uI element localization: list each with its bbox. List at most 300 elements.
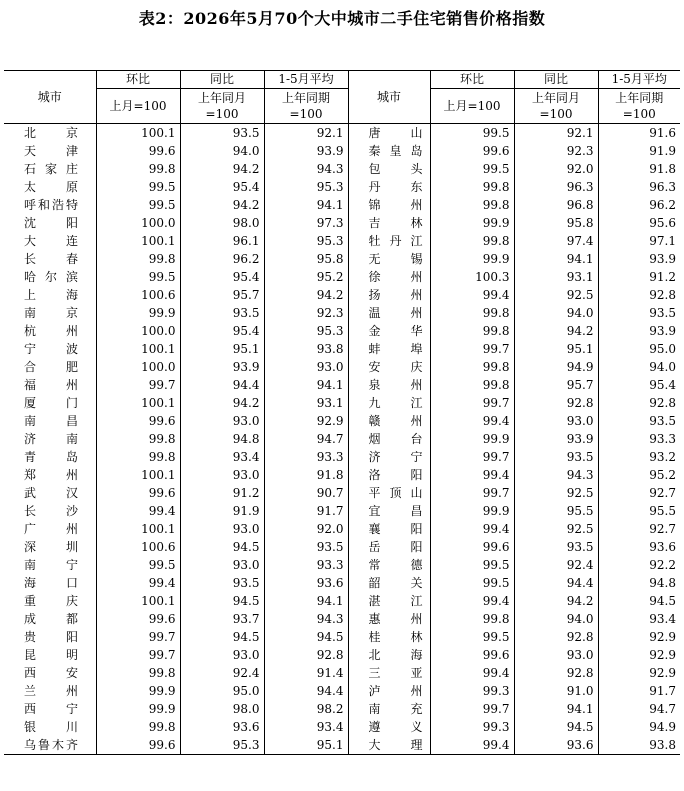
avg-cell: 94.5 [649, 594, 676, 608]
yoy-cell: 95.5 [514, 502, 598, 520]
yoy-cell: 94.1 [514, 700, 598, 718]
mom-cell: 99.6 [430, 646, 514, 664]
city-cell: 武 汉 [4, 484, 96, 502]
yoy-cell: 92.4 [514, 556, 598, 574]
table-row [4, 520, 680, 538]
avg-cell: 95.4 [649, 378, 676, 392]
table-row [4, 358, 680, 376]
price-index-table [4, 70, 680, 755]
table-row [4, 340, 680, 358]
yoy-cell: 94.5 [180, 628, 264, 646]
table-row [4, 718, 680, 736]
mom-cell: 99.6 [96, 142, 180, 160]
table-row [4, 700, 680, 718]
avg-cell: 92.3 [264, 304, 348, 322]
table-row [4, 484, 680, 502]
mom-cell: 99.5 [96, 196, 180, 214]
yoy-cell: 93.0 [514, 646, 598, 664]
yoy-cell: 93.5 [180, 574, 264, 592]
avg-cell: 90.7 [264, 484, 348, 502]
city-cell: 常 德 [348, 556, 430, 574]
table-row [4, 124, 680, 143]
mom-cell: 100.0 [96, 322, 180, 340]
avg-cell: 95.3 [264, 232, 348, 250]
yoy-cell: 94.0 [514, 610, 598, 628]
mom-cell: 99.7 [96, 628, 180, 646]
avg-cell: 94.5 [264, 628, 348, 646]
mom-cell: 99.7 [96, 376, 180, 394]
mom-cell: 99.9 [96, 304, 180, 322]
yoy-cell: 93.0 [180, 646, 264, 664]
table-row [4, 736, 680, 755]
yoy-cell: 92.1 [514, 124, 598, 143]
table-row [4, 214, 680, 232]
yoy-cell: 95.8 [514, 214, 598, 232]
yoy-cell: 94.5 [180, 592, 264, 610]
avg-cell: 92.8 [649, 396, 676, 410]
header-yoy-base-left: 上年同月 =100 [180, 89, 264, 124]
avg-cell: 94.1 [264, 376, 348, 394]
city-cell: 乌 鲁 木 齐 [4, 736, 96, 755]
avg-cell: 91.2 [649, 270, 676, 284]
avg-cell: 95.6 [649, 216, 676, 230]
avg-cell: 92.2 [649, 558, 676, 572]
yoy-cell: 95.7 [180, 286, 264, 304]
yoy-cell: 96.8 [514, 196, 598, 214]
yoy-cell: 94.5 [180, 538, 264, 556]
avg-cell: 93.6 [264, 574, 348, 592]
yoy-cell: 94.1 [514, 250, 598, 268]
mom-cell: 100.3 [430, 268, 514, 286]
header-avg-base-right: 上年同期 =100 [598, 89, 680, 124]
city-cell: 秦 皇 岛 [348, 142, 430, 160]
city-cell: 赣 州 [348, 412, 430, 430]
mom-cell: 99.4 [430, 736, 514, 755]
yoy-cell: 94.0 [514, 304, 598, 322]
avg-cell: 92.9 [649, 666, 676, 680]
city-cell: 九 江 [348, 394, 430, 412]
mom-cell: 99.3 [430, 718, 514, 736]
city-cell: 包 头 [348, 160, 430, 178]
city-cell: 南 宁 [4, 556, 96, 574]
avg-cell: 94.7 [264, 430, 348, 448]
yoy-cell: 92.5 [514, 286, 598, 304]
mom-cell: 100.1 [96, 232, 180, 250]
avg-cell: 93.4 [649, 612, 676, 626]
mom-cell: 99.4 [96, 574, 180, 592]
avg-cell: 93.6 [649, 540, 676, 554]
city-cell: 兰 州 [4, 682, 96, 700]
table-row [4, 556, 680, 574]
yoy-cell: 94.2 [180, 394, 264, 412]
city-cell: 贵 阳 [4, 628, 96, 646]
city-cell: 泸 州 [348, 682, 430, 700]
city-cell: 重 庆 [4, 592, 96, 610]
mom-cell: 99.4 [96, 502, 180, 520]
city-cell: 惠 州 [348, 610, 430, 628]
table-row [4, 628, 680, 646]
city-cell: 沈 阳 [4, 214, 96, 232]
city-cell: 福 州 [4, 376, 96, 394]
avg-cell: 94.8 [649, 576, 676, 590]
header-row-1 [4, 71, 680, 89]
mom-cell: 99.9 [430, 250, 514, 268]
city-cell: 锦 州 [348, 196, 430, 214]
mom-cell: 99.6 [96, 610, 180, 628]
city-cell: 青 岛 [4, 448, 96, 466]
avg-cell: 93.1 [264, 394, 348, 412]
city-cell: 南 昌 [4, 412, 96, 430]
city-cell: 长 春 [4, 250, 96, 268]
mom-cell: 99.6 [96, 484, 180, 502]
city-cell: 西 安 [4, 664, 96, 682]
mom-cell: 100.0 [96, 358, 180, 376]
mom-cell: 99.7 [430, 484, 514, 502]
city-cell: 韶 关 [348, 574, 430, 592]
city-cell: 襄 阳 [348, 520, 430, 538]
yoy-cell: 92.0 [514, 160, 598, 178]
mom-cell: 99.9 [430, 502, 514, 520]
mom-cell: 99.8 [430, 178, 514, 196]
city-cell: 扬 州 [348, 286, 430, 304]
city-cell: 南 充 [348, 700, 430, 718]
yoy-cell: 95.7 [514, 376, 598, 394]
avg-cell: 92.9 [649, 630, 676, 644]
table-body [4, 124, 680, 755]
yoy-cell: 92.5 [514, 520, 598, 538]
mom-cell: 99.8 [96, 160, 180, 178]
mom-cell: 99.5 [430, 556, 514, 574]
yoy-cell: 95.4 [180, 268, 264, 286]
city-cell: 大 理 [348, 736, 430, 755]
city-cell: 深 圳 [4, 538, 96, 556]
table-row [4, 574, 680, 592]
yoy-cell: 93.6 [180, 718, 264, 736]
mom-cell: 99.5 [430, 628, 514, 646]
header-yoy-left: 同比 [180, 71, 264, 89]
avg-cell: 91.8 [649, 162, 676, 176]
table-title: 表2：2026年5月70个大中城市二手住宅销售价格指数 [138, 9, 546, 28]
mom-cell: 99.5 [96, 556, 180, 574]
city-cell: 大 连 [4, 232, 96, 250]
mom-cell: 99.8 [96, 430, 180, 448]
avg-cell: 94.1 [264, 592, 348, 610]
mom-cell: 99.8 [96, 664, 180, 682]
city-cell: 烟 台 [348, 430, 430, 448]
mom-cell: 99.8 [430, 610, 514, 628]
yoy-cell: 92.3 [514, 142, 598, 160]
avg-cell: 93.8 [264, 340, 348, 358]
avg-cell: 93.0 [264, 358, 348, 376]
yoy-cell: 93.0 [180, 412, 264, 430]
yoy-cell: 97.4 [514, 232, 598, 250]
yoy-cell: 94.2 [180, 160, 264, 178]
table-row [4, 466, 680, 484]
table-row [4, 250, 680, 268]
mom-cell: 99.3 [430, 682, 514, 700]
mom-cell: 99.8 [430, 304, 514, 322]
mom-cell: 99.8 [430, 358, 514, 376]
mom-cell: 99.8 [430, 376, 514, 394]
mom-cell: 100.1 [96, 466, 180, 484]
city-cell: 西 宁 [4, 700, 96, 718]
mom-cell: 100.1 [96, 520, 180, 538]
yoy-cell: 92.8 [514, 394, 598, 412]
avg-cell: 95.0 [649, 342, 676, 356]
avg-cell: 94.0 [649, 360, 676, 374]
avg-cell: 97.1 [649, 234, 676, 248]
city-cell: 牡 丹 江 [348, 232, 430, 250]
yoy-cell: 95.3 [180, 736, 264, 755]
city-cell: 金 华 [348, 322, 430, 340]
yoy-cell: 93.1 [514, 268, 598, 286]
mom-cell: 99.5 [96, 178, 180, 196]
table-row [4, 142, 680, 160]
city-cell: 石 家 庄 [4, 160, 96, 178]
mom-cell: 99.7 [96, 646, 180, 664]
mom-cell: 99.4 [430, 286, 514, 304]
yoy-cell: 93.0 [514, 412, 598, 430]
header-mom-base-right: 上月=100 [430, 89, 514, 124]
yoy-cell: 98.0 [180, 700, 264, 718]
yoy-cell: 91.9 [180, 502, 264, 520]
mom-cell: 100.6 [96, 286, 180, 304]
mom-cell: 99.7 [430, 700, 514, 718]
table-row [4, 160, 680, 178]
table-row [4, 412, 680, 430]
header-yoy-right: 同比 [514, 71, 598, 89]
header-avg-left: 1-5月平均 [264, 71, 348, 89]
mom-cell: 100.1 [96, 340, 180, 358]
mom-cell: 99.8 [430, 322, 514, 340]
city-cell: 三 亚 [348, 664, 430, 682]
avg-cell: 93.3 [649, 432, 676, 446]
yoy-cell: 91.0 [514, 682, 598, 700]
city-cell: 桂 林 [348, 628, 430, 646]
avg-cell: 94.2 [264, 286, 348, 304]
city-cell: 上 海 [4, 286, 96, 304]
avg-cell: 94.1 [264, 196, 348, 214]
avg-cell: 94.9 [649, 720, 676, 734]
avg-cell: 95.5 [649, 504, 676, 518]
header-yoy-base-right: 上年同月 =100 [514, 89, 598, 124]
yoy-cell: 94.2 [180, 196, 264, 214]
city-cell: 宁 波 [4, 340, 96, 358]
mom-cell: 99.5 [430, 124, 514, 143]
city-cell: 长 沙 [4, 502, 96, 520]
city-cell: 郑 州 [4, 466, 96, 484]
yoy-cell: 94.8 [180, 430, 264, 448]
avg-cell: 94.3 [264, 160, 348, 178]
city-cell: 海 口 [4, 574, 96, 592]
avg-cell: 95.2 [649, 468, 676, 482]
city-cell: 厦 门 [4, 394, 96, 412]
yoy-cell: 93.4 [180, 448, 264, 466]
mom-cell: 99.6 [96, 412, 180, 430]
table-row [4, 322, 680, 340]
mom-cell: 99.5 [430, 574, 514, 592]
city-cell: 银 川 [4, 718, 96, 736]
table-row [4, 376, 680, 394]
avg-cell: 93.8 [598, 736, 680, 755]
avg-cell: 92.9 [264, 412, 348, 430]
avg-cell: 93.2 [649, 450, 676, 464]
table-row [4, 538, 680, 556]
avg-cell: 94.3 [264, 610, 348, 628]
mom-cell: 99.8 [96, 718, 180, 736]
table-row [4, 196, 680, 214]
mom-cell: 99.9 [96, 682, 180, 700]
avg-cell: 93.3 [264, 556, 348, 574]
table-row [4, 304, 680, 322]
yoy-cell: 92.8 [514, 628, 598, 646]
avg-cell: 96.3 [649, 180, 676, 194]
city-cell: 丹 东 [348, 178, 430, 196]
yoy-cell: 94.4 [514, 574, 598, 592]
yoy-cell: 96.3 [514, 178, 598, 196]
avg-cell: 91.7 [649, 684, 676, 698]
avg-cell: 95.3 [264, 178, 348, 196]
yoy-cell: 95.1 [180, 340, 264, 358]
mom-cell: 99.8 [430, 196, 514, 214]
yoy-cell: 93.0 [180, 556, 264, 574]
mom-cell: 100.1 [96, 592, 180, 610]
yoy-cell: 94.9 [514, 358, 598, 376]
avg-cell: 92.9 [649, 648, 676, 662]
yoy-cell: 94.0 [180, 142, 264, 160]
city-cell: 成 都 [4, 610, 96, 628]
table-row [4, 610, 680, 628]
avg-cell: 91.9 [649, 144, 676, 158]
mom-cell: 100.1 [96, 394, 180, 412]
avg-cell: 95.2 [264, 268, 348, 286]
mom-cell: 99.8 [96, 448, 180, 466]
mom-cell: 99.5 [430, 160, 514, 178]
yoy-cell: 95.1 [514, 340, 598, 358]
city-cell: 吉 林 [348, 214, 430, 232]
city-cell: 宜 昌 [348, 502, 430, 520]
city-cell: 哈 尔 滨 [4, 268, 96, 286]
mom-cell: 99.7 [430, 448, 514, 466]
yoy-cell: 95.4 [180, 322, 264, 340]
header-mom-base-left: 上月=100 [96, 89, 180, 124]
table-row [4, 394, 680, 412]
mom-cell: 99.9 [430, 430, 514, 448]
city-cell: 湛 江 [348, 592, 430, 610]
yoy-cell: 93.5 [514, 538, 598, 556]
avg-cell: 95.1 [264, 736, 348, 755]
city-cell: 蚌 埠 [348, 340, 430, 358]
header-avg-right: 1-5月平均 [598, 71, 680, 89]
mom-cell: 99.6 [430, 538, 514, 556]
mom-cell: 99.4 [430, 520, 514, 538]
avg-cell: 95.8 [264, 250, 348, 268]
avg-cell: 93.5 [649, 306, 676, 320]
yoy-cell: 98.0 [180, 214, 264, 232]
city-cell: 济 宁 [348, 448, 430, 466]
city-cell: 南 京 [4, 304, 96, 322]
yoy-cell: 93.5 [180, 124, 264, 143]
header-city-right: 城市 [348, 71, 430, 124]
city-cell: 太 原 [4, 178, 96, 196]
city-cell: 合 肥 [4, 358, 96, 376]
mom-cell: 99.4 [430, 664, 514, 682]
table-row [4, 664, 680, 682]
avg-cell: 91.4 [264, 664, 348, 682]
avg-cell: 95.3 [264, 322, 348, 340]
mom-cell: 99.9 [430, 214, 514, 232]
mom-cell: 99.7 [430, 340, 514, 358]
mom-cell: 99.6 [430, 142, 514, 160]
avg-cell: 94.7 [649, 702, 676, 716]
mom-cell: 99.6 [96, 736, 180, 755]
yoy-cell: 93.0 [180, 466, 264, 484]
city-cell: 呼 和 浩 特 [4, 196, 96, 214]
table-row [4, 592, 680, 610]
city-cell: 洛 阳 [348, 466, 430, 484]
header-mom-left: 环比 [96, 71, 180, 89]
table-row [4, 682, 680, 700]
yoy-cell: 96.1 [180, 232, 264, 250]
city-cell: 温 州 [348, 304, 430, 322]
yoy-cell: 94.2 [514, 592, 598, 610]
city-cell: 唐 山 [348, 124, 430, 143]
city-cell: 杭 州 [4, 322, 96, 340]
city-cell: 无 锡 [348, 250, 430, 268]
mom-cell: 99.5 [96, 268, 180, 286]
header-avg-base-left: 上年同期 =100 [264, 89, 348, 124]
avg-cell: 93.5 [264, 538, 348, 556]
avg-cell: 92.0 [264, 520, 348, 538]
yoy-cell: 93.0 [180, 520, 264, 538]
city-cell: 天 津 [4, 142, 96, 160]
city-cell: 昆 明 [4, 646, 96, 664]
table-row [4, 448, 680, 466]
avg-cell: 97.3 [264, 214, 348, 232]
header-city-left: 城市 [4, 71, 96, 124]
yoy-cell: 95.4 [180, 178, 264, 196]
avg-cell: 93.9 [264, 142, 348, 160]
mom-cell: 99.4 [430, 592, 514, 610]
avg-cell: 93.3 [264, 448, 348, 466]
yoy-cell: 96.2 [180, 250, 264, 268]
city-cell: 广 州 [4, 520, 96, 538]
header-row-2 [4, 89, 680, 124]
yoy-cell: 94.4 [180, 376, 264, 394]
city-cell: 北 京 [4, 124, 96, 143]
mom-cell: 99.8 [430, 232, 514, 250]
avg-cell: 96.2 [649, 198, 676, 212]
avg-cell: 91.7 [264, 502, 348, 520]
mom-cell: 99.4 [430, 412, 514, 430]
avg-cell: 93.5 [649, 414, 676, 428]
table-row [4, 430, 680, 448]
yoy-cell: 94.3 [514, 466, 598, 484]
yoy-cell: 94.2 [514, 322, 598, 340]
mom-cell: 100.0 [96, 214, 180, 232]
table-row [4, 502, 680, 520]
mom-cell: 99.7 [430, 394, 514, 412]
header-mom-right: 环比 [430, 71, 514, 89]
avg-cell: 92.7 [649, 486, 676, 500]
avg-cell: 91.6 [649, 126, 676, 140]
avg-cell: 91.8 [264, 466, 348, 484]
avg-cell: 93.9 [649, 324, 676, 338]
table-row [4, 646, 680, 664]
yoy-cell: 93.6 [514, 736, 598, 755]
yoy-cell: 93.9 [180, 358, 264, 376]
avg-cell: 92.7 [649, 522, 676, 536]
